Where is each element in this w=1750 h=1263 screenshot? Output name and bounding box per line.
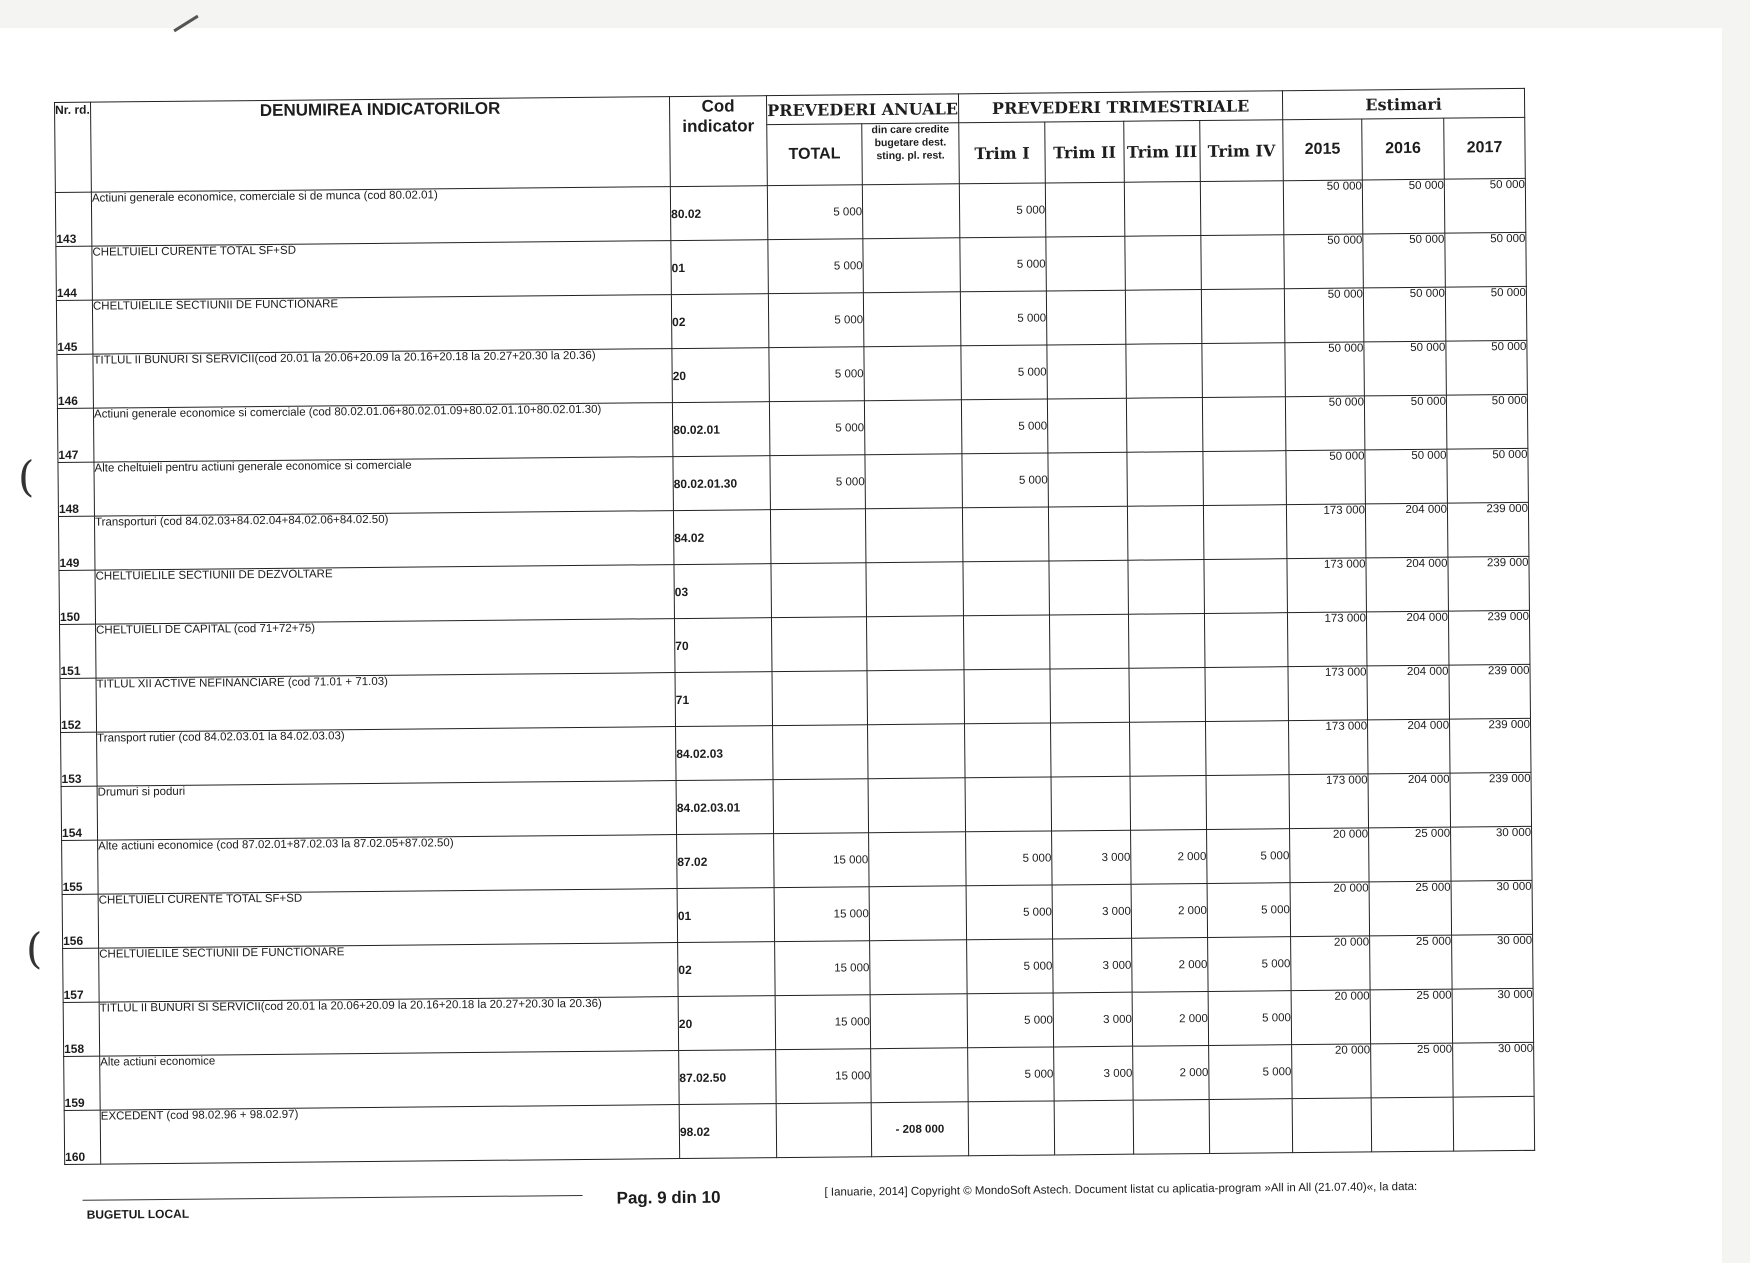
indicator-code: 84.02 xyxy=(673,510,771,565)
estimate-2017: 239 000 xyxy=(1450,718,1532,773)
estimate-2015: 20 000 xyxy=(1290,828,1370,883)
estimate-2017 xyxy=(1453,1096,1535,1151)
trim-4-value: 5 000 xyxy=(1209,1045,1293,1100)
indicator-name: CHELTUIELI CURENTE TOTAL SF+SD xyxy=(98,889,677,949)
trim-3-value xyxy=(1129,667,1206,722)
annual-total: 15 000 xyxy=(775,941,871,996)
trim-2-value xyxy=(1047,398,1127,453)
estimate-2015: 50 000 xyxy=(1285,342,1365,397)
trim-3-value: 2 000 xyxy=(1133,1045,1210,1100)
estimate-2017: 30 000 xyxy=(1451,880,1533,935)
annual-total: 15 000 xyxy=(774,887,870,942)
header-prevederi-anuale: PREVEDERI ANUALE xyxy=(766,94,958,125)
estimate-2017: 30 000 xyxy=(1452,988,1534,1043)
estimate-2017: 50 000 xyxy=(1445,286,1527,341)
indicator-code: 02 xyxy=(678,942,776,997)
trim-1-value: 5 000 xyxy=(966,885,1053,940)
estimate-2016: 50 000 xyxy=(1364,395,1447,450)
annual-din-care xyxy=(871,1048,969,1103)
annual-din-care xyxy=(868,778,966,833)
trim-1-value xyxy=(964,669,1051,724)
indicator-name: CHELTUIELILE SECTIUNII DE FUNCTIONARE xyxy=(99,943,678,1003)
annual-total xyxy=(771,617,867,672)
estimate-2017: 30 000 xyxy=(1452,934,1534,989)
estimate-2017: 30 000 xyxy=(1451,826,1533,881)
trim-4-value: 5 000 xyxy=(1208,937,1292,992)
trim-4-value xyxy=(1201,235,1285,290)
indicator-name: CHELTUIELI CURENTE TOTAL SF+SD xyxy=(92,241,671,301)
annual-din-care: - 208 000 xyxy=(871,1102,969,1157)
trim-4-value xyxy=(1206,775,1290,830)
estimate-2016: 204 000 xyxy=(1367,665,1450,720)
row-number: 146 xyxy=(57,354,94,408)
estimate-2016: 50 000 xyxy=(1362,179,1445,234)
annual-din-care xyxy=(868,724,966,779)
annual-din-care xyxy=(866,562,964,617)
estimate-2015 xyxy=(1292,1098,1372,1153)
trim-2-value xyxy=(1051,776,1131,831)
row-number: 157 xyxy=(63,948,100,1002)
estimate-2016: 204 000 xyxy=(1368,719,1451,774)
footer-budget-label: BUGETUL LOCAL xyxy=(86,1206,190,1222)
row-number: 149 xyxy=(58,516,95,570)
header-trim-2: Trim II xyxy=(1045,121,1125,183)
estimate-2015: 173 000 xyxy=(1287,612,1367,667)
header-2017: 2017 xyxy=(1444,117,1526,179)
estimate-2016 xyxy=(1371,1097,1454,1152)
trim-4-value xyxy=(1203,505,1287,560)
trim-1-value: 5 000 xyxy=(960,237,1047,292)
indicator-name: EXCEDENT (cod 98.02.96 + 98.02.97) xyxy=(100,1105,679,1165)
estimate-2016: 50 000 xyxy=(1363,287,1446,342)
annual-total: 5 000 xyxy=(770,455,866,510)
annual-din-care xyxy=(870,994,968,1049)
row-number: 158 xyxy=(63,1002,100,1056)
estimate-2015: 20 000 xyxy=(1292,1044,1372,1099)
indicator-code: 02 xyxy=(671,294,769,349)
estimate-2016: 204 000 xyxy=(1366,557,1449,612)
trim-4-value xyxy=(1204,613,1288,668)
trim-1-value: 5 000 xyxy=(966,831,1053,886)
indicator-code: 84.02.03 xyxy=(676,726,774,781)
annual-din-care xyxy=(864,346,962,401)
estimate-2016: 25 000 xyxy=(1369,827,1452,882)
estimate-2015: 173 000 xyxy=(1287,558,1367,613)
header-trim-4: Trim IV xyxy=(1200,120,1284,182)
trim-1-value: 5 000 xyxy=(967,993,1054,1048)
footer-copyright: [ Ianuarie, 2014] Copyright © MondoSoft Astech. Document listat cu aplicatia-program »All in All (21.07.40)«, la data: xyxy=(824,1180,1418,1199)
trim-3-value: 2 000 xyxy=(1132,937,1209,992)
trim-1-value xyxy=(963,615,1050,670)
trim-3-value xyxy=(1127,451,1204,506)
estimate-2015: 50 000 xyxy=(1283,180,1363,235)
trim-4-value xyxy=(1203,451,1287,506)
annual-din-care xyxy=(863,292,961,347)
annual-total: 15 000 xyxy=(774,833,870,888)
indicator-code: 80.02.01.30 xyxy=(673,456,771,511)
trim-3-value xyxy=(1125,235,1202,290)
trim-3-value xyxy=(1125,289,1202,344)
trim-3-value xyxy=(1128,613,1205,668)
trim-1-value: 5 000 xyxy=(960,291,1047,346)
estimate-2016: 204 000 xyxy=(1366,611,1449,666)
annual-din-care xyxy=(864,400,962,455)
trim-1-value xyxy=(965,777,1052,832)
trim-1-value: 5 000 xyxy=(967,939,1054,994)
row-number: 150 xyxy=(59,570,96,624)
annual-din-care xyxy=(866,616,964,671)
annual-total: 5 000 xyxy=(769,347,865,402)
estimate-2017: 239 000 xyxy=(1450,772,1532,827)
trim-1-value: 5 000 xyxy=(961,345,1048,400)
indicator-name: CHELTUIELILE SECTIUNII DE DEZVOLTARE xyxy=(95,565,674,625)
trim-4-value xyxy=(1202,343,1286,398)
estimate-2015: 173 000 xyxy=(1288,666,1368,721)
indicator-name: Transporturi (cod 84.02.03+84.02.04+84.02.06+84.02.50) xyxy=(94,511,673,571)
indicator-code: 80.02 xyxy=(670,186,768,241)
estimate-2015: 20 000 xyxy=(1291,936,1371,991)
row-number: 144 xyxy=(56,246,93,300)
row-number: 148 xyxy=(58,462,95,516)
trim-2-value: 3 000 xyxy=(1054,1046,1134,1101)
indicator-name: Actiuni generale economice, comerciale si de munca (cod 80.02.01) xyxy=(91,187,670,247)
row-number: 147 xyxy=(57,408,94,462)
indicator-code: 87.02.50 xyxy=(679,1050,777,1105)
annual-total xyxy=(772,671,868,726)
indicator-code: 71 xyxy=(675,672,773,727)
trim-2-value: 3 000 xyxy=(1052,830,1132,885)
trim-4-value: 5 000 xyxy=(1208,991,1292,1046)
annual-din-care xyxy=(862,184,960,239)
trim-2-value: 3 000 xyxy=(1053,938,1133,993)
trim-3-value: 2 000 xyxy=(1131,883,1208,938)
indicator-name: Actiuni generale economice si comerciale (cod 80.02.01.06+80.02.01.09+80.02.01.10+80.02.01.30) xyxy=(93,403,672,463)
indicator-name: Drumuri si poduri xyxy=(97,781,676,841)
header-cod: Cod indicator xyxy=(669,96,767,187)
trim-4-value xyxy=(1201,289,1285,344)
indicator-code: 98.02 xyxy=(679,1104,777,1159)
trim-2-value: 3 000 xyxy=(1052,884,1132,939)
trim-3-value: 2 000 xyxy=(1132,991,1209,1046)
trim-1-value: 5 000 xyxy=(962,453,1049,508)
estimate-2017: 50 000 xyxy=(1446,340,1528,395)
trim-4-value xyxy=(1200,181,1284,236)
estimate-2015: 20 000 xyxy=(1290,882,1370,937)
estimate-2016: 50 000 xyxy=(1364,341,1447,396)
row-number: 156 xyxy=(62,894,99,948)
annual-din-care xyxy=(867,670,965,725)
trim-4-value xyxy=(1202,397,1286,452)
trim-1-value: 5 000 xyxy=(961,399,1048,454)
annual-din-care xyxy=(865,454,963,509)
estimate-2017: 239 000 xyxy=(1448,556,1530,611)
row-number: 143 xyxy=(55,192,92,246)
estimate-2015: 173 000 xyxy=(1289,774,1369,829)
estimate-2017: 239 000 xyxy=(1448,610,1530,665)
estimate-2015: 173 000 xyxy=(1286,504,1366,559)
indicator-name: Alte actiuni economice xyxy=(100,1051,679,1111)
header-nr: Nr. rd. xyxy=(55,102,92,192)
trim-3-value xyxy=(1133,1099,1210,1154)
indicator-name: Alte cheltuieli pentru actiuni generale economice si comerciale xyxy=(94,457,673,517)
trim-2-value xyxy=(1045,182,1125,237)
row-number: 145 xyxy=(56,300,93,354)
row-number: 153 xyxy=(61,732,98,786)
row-number: 152 xyxy=(60,678,97,732)
annual-total: 15 000 xyxy=(776,1049,872,1104)
trim-1-value: 5 000 xyxy=(959,183,1046,238)
trim-3-value xyxy=(1130,775,1207,830)
footer-rule xyxy=(83,1195,583,1201)
budget-page xyxy=(54,88,1560,1222)
header-2015: 2015 xyxy=(1283,119,1363,181)
indicator-code: 84.02.03.01 xyxy=(676,780,774,835)
estimate-2015: 20 000 xyxy=(1291,990,1371,1045)
trim-2-value xyxy=(1047,344,1127,399)
row-number: 154 xyxy=(61,786,98,840)
trim-2-value xyxy=(1049,614,1129,669)
estimate-2017: 50 000 xyxy=(1445,232,1527,287)
estimate-2015: 50 000 xyxy=(1286,450,1366,505)
indicator-code: 01 xyxy=(677,888,775,943)
estimate-2017: 239 000 xyxy=(1447,502,1529,557)
trim-2-value xyxy=(1050,668,1130,723)
estimate-2017: 50 000 xyxy=(1446,394,1528,449)
estimate-2016: 50 000 xyxy=(1365,449,1448,504)
trim-4-value: 5 000 xyxy=(1207,829,1291,884)
estimate-2015: 50 000 xyxy=(1284,288,1364,343)
estimate-2017: 239 000 xyxy=(1449,664,1531,719)
header-denumire: DENUMIREA INDICATORILOR xyxy=(91,97,671,193)
trim-4-value xyxy=(1205,667,1289,722)
annual-total: 15 000 xyxy=(775,995,871,1050)
estimate-2017: 50 000 xyxy=(1447,448,1529,503)
trim-3-value: 2 000 xyxy=(1131,829,1208,884)
estimate-2015: 50 000 xyxy=(1284,234,1364,289)
indicator-name: Transport rutier (cod 84.02.03.01 la 84.02.03.03) xyxy=(97,727,676,787)
trim-4-value xyxy=(1204,559,1288,614)
indicator-code: 20 xyxy=(678,996,776,1051)
trim-1-value xyxy=(962,507,1049,562)
indicator-name: TITLUL II BUNURI SI SERVICII(cod 20.01 la 20.06+20.09 la 20.16+20.18 la 20.27+20.30 la 20.36) xyxy=(99,997,678,1057)
trim-4-value xyxy=(1206,721,1290,776)
trim-3-value xyxy=(1128,559,1205,614)
page-number: Pag. 9 din 10 xyxy=(616,1187,721,1208)
annual-total: 5 000 xyxy=(769,401,865,456)
indicator-code: 80.02.01 xyxy=(672,402,770,457)
annual-din-care xyxy=(869,832,967,887)
estimate-2016: 25 000 xyxy=(1370,935,1453,990)
estimate-2017: 30 000 xyxy=(1453,1042,1535,1097)
annual-total: 5 000 xyxy=(768,239,864,294)
annual-total xyxy=(771,563,867,618)
trim-2-value xyxy=(1048,452,1128,507)
header-din-care: din care credite bugetare dest. sting. pl. rest. xyxy=(862,123,960,185)
header-trim-1: Trim I xyxy=(959,122,1046,184)
indicator-code: 70 xyxy=(674,618,772,673)
header-prevederi-trimestriale: PREVEDERI TRIMESTRIALE xyxy=(958,91,1282,123)
budget-table xyxy=(54,87,1661,1165)
annual-total xyxy=(770,509,866,564)
indicator-name: CHELTUIELILE SECTIUNII DE FUNCTIONARE xyxy=(92,295,671,355)
trim-2-value xyxy=(1046,290,1126,345)
row-number: 159 xyxy=(64,1056,101,1110)
punch-hole-mark: ( xyxy=(18,452,35,501)
trim-3-value xyxy=(1130,721,1207,776)
trim-3-value xyxy=(1126,397,1203,452)
trim-4-value: 5 000 xyxy=(1207,883,1291,938)
trim-2-value: 3 000 xyxy=(1053,992,1133,1047)
annual-total xyxy=(773,779,869,834)
header-total: TOTAL xyxy=(767,124,863,186)
estimate-2016: 204 000 xyxy=(1368,773,1451,828)
annual-din-care xyxy=(869,886,967,941)
punch-hole-mark: ( xyxy=(26,924,43,973)
indicator-name: CHELTUIELI DE CAPITAL (cod 71+72+75) xyxy=(96,619,675,679)
estimate-2016: 25 000 xyxy=(1369,881,1452,936)
trim-2-value xyxy=(1049,560,1129,615)
estimate-2016: 25 000 xyxy=(1370,989,1453,1044)
indicator-code: 87.02 xyxy=(677,834,775,889)
trim-2-value xyxy=(1054,1100,1134,1155)
trim-3-value xyxy=(1124,181,1201,236)
trim-1-value xyxy=(965,723,1052,778)
annual-din-care xyxy=(865,508,963,563)
trim-1-value xyxy=(968,1101,1055,1156)
estimate-2016: 25 000 xyxy=(1371,1043,1454,1098)
row-number: 151 xyxy=(60,624,97,678)
trim-3-value xyxy=(1127,505,1204,560)
indicator-code: 03 xyxy=(674,564,772,619)
trim-2-value xyxy=(1046,236,1126,291)
indicator-code: 01 xyxy=(671,240,769,295)
row-number: 155 xyxy=(62,840,99,894)
estimate-2015: 50 000 xyxy=(1285,396,1365,451)
trim-2-value xyxy=(1051,722,1131,777)
header-estimari: Estimari xyxy=(1282,88,1524,119)
header-trim-3: Trim III xyxy=(1124,121,1201,183)
annual-total: 5 000 xyxy=(767,185,863,240)
trim-2-value xyxy=(1048,506,1128,561)
row-number: 160 xyxy=(64,1110,101,1164)
indicator-name: TITLUL XII ACTIVE NEFINANCIARE (cod 71.01 + 71.03) xyxy=(96,673,675,733)
indicator-name: Alte actiuni economice (cod 87.02.01+87.02.03 la 87.02.05+87.02.50) xyxy=(98,835,677,895)
estimate-2017: 50 000 xyxy=(1444,178,1526,233)
trim-1-value: 5 000 xyxy=(968,1047,1055,1102)
indicator-name: TITLUL II BUNURI SI SERVICII(cod 20.01 la 20.06+20.09 la 20.16+20.18 la 20.27+20.30 la 20.36) xyxy=(93,349,672,409)
indicator-code: 20 xyxy=(672,348,770,403)
estimate-2015: 173 000 xyxy=(1289,720,1369,775)
trim-4-value xyxy=(1209,1099,1293,1154)
estimate-2016: 204 000 xyxy=(1365,503,1448,558)
header-2016: 2016 xyxy=(1362,118,1445,180)
annual-total xyxy=(776,1103,872,1158)
annual-din-care xyxy=(870,940,968,995)
estimate-2016: 50 000 xyxy=(1363,233,1446,288)
annual-total: 5 000 xyxy=(768,293,864,348)
trim-1-value xyxy=(963,561,1050,616)
annual-total xyxy=(773,725,869,780)
trim-3-value xyxy=(1126,343,1203,398)
annual-din-care xyxy=(863,238,961,293)
